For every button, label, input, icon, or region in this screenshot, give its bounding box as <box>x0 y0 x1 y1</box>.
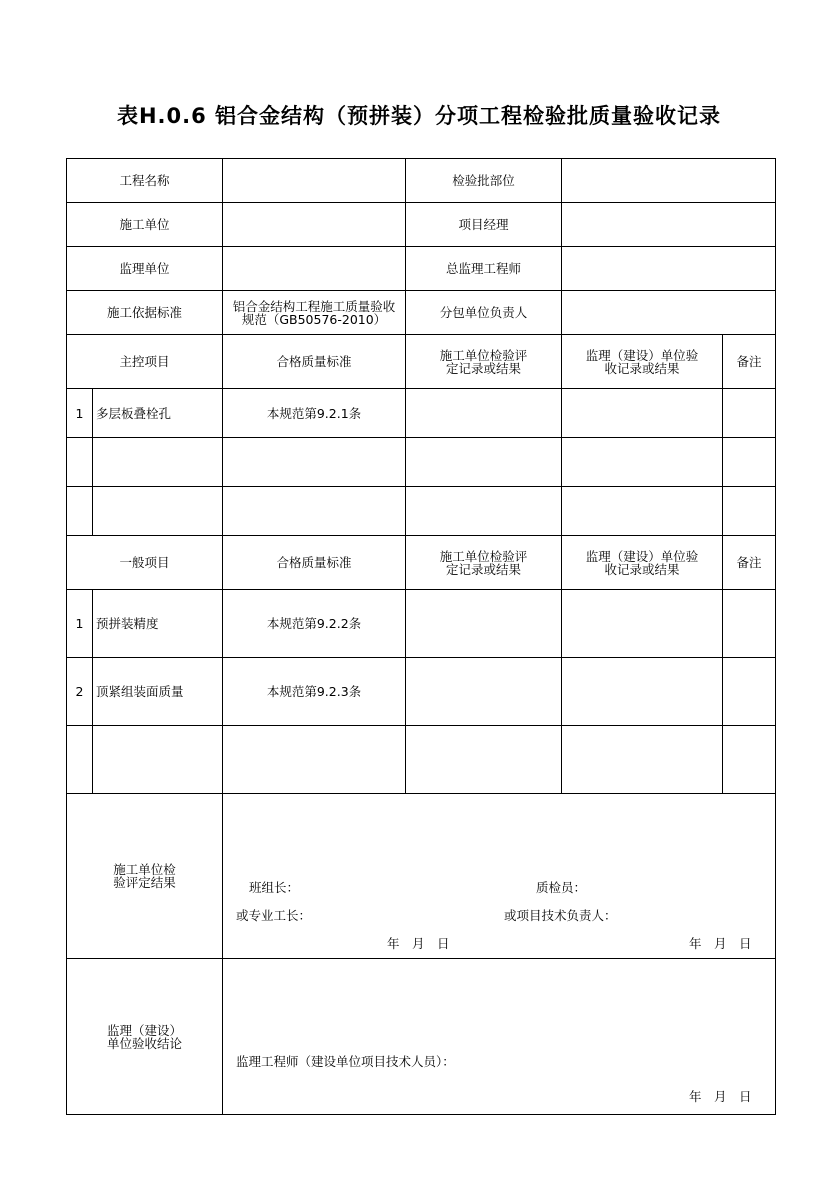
table-row <box>67 487 776 536</box>
supervision-result-cell[interactable] <box>562 726 723 794</box>
construction-result-header: 施工单位检验评定记录或结果 <box>406 335 562 389</box>
general-items-header <box>67 536 776 590</box>
project-name-field[interactable] <box>223 159 406 203</box>
supervision-date: 年 月 日 <box>689 1089 752 1104</box>
item-standard <box>223 487 406 536</box>
row-number: 1 <box>67 389 93 438</box>
table-row <box>67 389 776 438</box>
table-row <box>67 658 776 726</box>
item-name: 顶紧组装面质量 <box>93 658 223 726</box>
project-manager-field[interactable] <box>562 203 776 247</box>
supervision-result-cell[interactable] <box>562 487 723 536</box>
table-row <box>67 726 776 794</box>
main-items-header <box>67 335 776 389</box>
item-standard <box>223 726 406 794</box>
chief-engineer-field[interactable] <box>562 247 776 291</box>
construction-unit-label: 施工单位 <box>67 203 223 247</box>
construction-eval-row <box>67 794 776 959</box>
construction-result-cell[interactable] <box>406 389 562 438</box>
remarks-cell[interactable] <box>723 389 776 438</box>
inspection-location-field[interactable] <box>562 159 776 203</box>
item-standard: 本规范第9.2.2条 <box>223 590 406 658</box>
quality-standard-header: 合格质量标准 <box>223 536 406 590</box>
item-name: 多层板叠栓孔 <box>93 389 223 438</box>
row-number <box>67 726 93 794</box>
item-name: 预拼装精度 <box>93 590 223 658</box>
item-standard <box>223 438 406 487</box>
subcontract-label: 分包单位负责人 <box>406 291 562 335</box>
quality-standard-header: 合格质量标准 <box>223 335 406 389</box>
construction-result-cell[interactable] <box>406 487 562 536</box>
supervision-result-cell[interactable] <box>562 658 723 726</box>
remarks-cell[interactable] <box>723 658 776 726</box>
inspector-label: 质检员： <box>536 880 587 895</box>
supervision-result-cell[interactable] <box>562 389 723 438</box>
supervision-unit-field[interactable] <box>223 247 406 291</box>
construction-eval-signature-area[interactable] <box>223 794 776 959</box>
supervision-result-cell[interactable] <box>562 438 723 487</box>
table-row <box>67 438 776 487</box>
supervision-conclusion-label: 监理（建设）单位验收结论 <box>67 959 223 1115</box>
table-row <box>67 590 776 658</box>
main-items-label: 主控项目 <box>67 335 223 389</box>
construction-result-cell[interactable] <box>406 590 562 658</box>
supervision-engineer-label: 监理工程师（建设单位项目技术人员）： <box>236 1054 455 1069</box>
general-items-label: 一般项目 <box>67 536 223 590</box>
supervision-result-cell[interactable] <box>562 590 723 658</box>
project-name-label: 工程名称 <box>67 159 223 203</box>
construction-result-cell[interactable] <box>406 658 562 726</box>
remarks-cell[interactable] <box>723 487 776 536</box>
row-number <box>67 487 93 536</box>
header-row-construction <box>67 203 776 247</box>
row-number: 1 <box>67 590 93 658</box>
tech-lead-label: 或项目技术负责人： <box>504 908 617 923</box>
remarks-cell[interactable] <box>723 438 776 487</box>
remarks-cell[interactable] <box>723 590 776 658</box>
row-number: 2 <box>67 658 93 726</box>
supervision-result-header: 监理（建设）单位验收记录或结果 <box>562 335 723 389</box>
remarks-header: 备注 <box>723 536 776 590</box>
foreman-label: 或专业工长： <box>236 908 312 923</box>
inspection-location-label: 检验批部位 <box>406 159 562 203</box>
item-standard: 本规范第9.2.3条 <box>223 658 406 726</box>
chief-engineer-label: 总监理工程师 <box>406 247 562 291</box>
remarks-cell[interactable] <box>723 726 776 794</box>
supervision-conclusion-row <box>67 959 776 1115</box>
standard-label: 施工依据标准 <box>67 291 223 335</box>
date-right: 年 月 日 <box>689 936 752 951</box>
item-name <box>93 726 223 794</box>
supervision-unit-label: 监理单位 <box>67 247 223 291</box>
construction-result-header: 施工单位检验评定记录或结果 <box>406 536 562 590</box>
remarks-header: 备注 <box>723 335 776 389</box>
construction-eval-label: 施工单位检验评定结果 <box>67 794 223 959</box>
date-left: 年 月 日 <box>387 936 450 951</box>
construction-unit-field[interactable] <box>223 203 406 247</box>
construction-result-cell[interactable] <box>406 438 562 487</box>
item-standard: 本规范第9.2.1条 <box>223 389 406 438</box>
subcontract-field[interactable] <box>562 291 776 335</box>
header-row-supervision <box>67 247 776 291</box>
inspection-record-table <box>66 158 776 1115</box>
item-name <box>93 438 223 487</box>
header-row-project <box>67 159 776 203</box>
page-title: 表H.0.6 铝合金结构（预拼装）分项工程检验批质量验收记录 <box>116 104 722 128</box>
header-row-standard <box>67 291 776 335</box>
project-manager-label: 项目经理 <box>406 203 562 247</box>
item-name <box>93 487 223 536</box>
standard-value: 铝合金结构工程施工质量验收规范（GB50576-2010） <box>223 291 406 335</box>
construction-result-cell[interactable] <box>406 726 562 794</box>
row-number <box>67 438 93 487</box>
team-leader-label: 班组长： <box>249 880 300 895</box>
supervision-result-header: 监理（建设）单位验收记录或结果 <box>562 536 723 590</box>
supervision-conclusion-signature-area[interactable] <box>223 959 776 1115</box>
